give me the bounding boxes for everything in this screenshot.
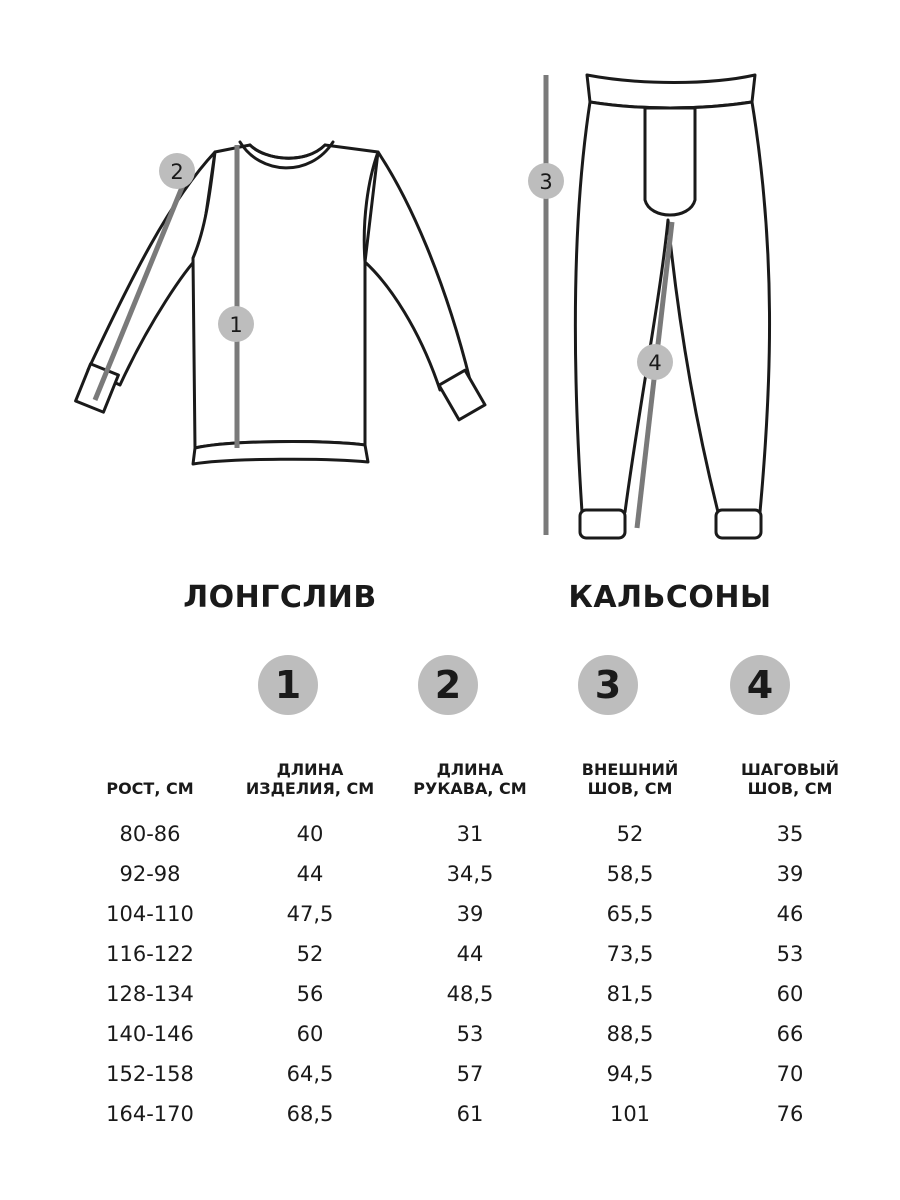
svg-text:3: 3 — [539, 170, 553, 194]
column-badge-1: 1 — [258, 655, 318, 715]
svg-text:1: 1 — [229, 313, 243, 337]
column-badge-3: 3 — [578, 655, 638, 715]
cell-height: 80-86 — [119, 822, 181, 846]
cell-outer-seam: 81,5 — [606, 982, 654, 1006]
cell-sleeve-length: 48,5 — [446, 982, 494, 1006]
marker-2 — [159, 153, 195, 189]
table-row — [70, 894, 870, 934]
cell-sleeve-length: 57 — [456, 1062, 484, 1086]
table-header-row — [70, 760, 870, 814]
cell-garment-length: 40 — [296, 822, 324, 846]
cell-inseam: 46 — [776, 902, 804, 926]
header-sleeve-length: ДЛИНА РУКАВА, СМ — [413, 760, 527, 798]
column-badge-4: 4 — [730, 655, 790, 715]
cell-height: 128-134 — [106, 982, 194, 1006]
size-table — [70, 760, 870, 1134]
table-row — [70, 1094, 870, 1134]
table-row — [70, 934, 870, 974]
header-inseam: ШАГОВЫЙ ШОВ, СМ — [740, 760, 840, 798]
cell-height: 140-146 — [106, 1022, 194, 1046]
cell-outer-seam: 65,5 — [606, 902, 654, 926]
cell-garment-length: 44 — [296, 862, 324, 886]
cell-inseam: 35 — [776, 822, 804, 846]
table-row — [70, 814, 870, 854]
cell-height: 116-122 — [106, 942, 194, 966]
cell-sleeve-length: 31 — [456, 822, 484, 846]
cell-inseam: 60 — [776, 982, 804, 1006]
cell-height: 152-158 — [106, 1062, 194, 1086]
table-body — [70, 814, 870, 1134]
cell-garment-length: 60 — [296, 1022, 324, 1046]
table-row — [70, 854, 870, 894]
section-title-long-johns: КАЛЬСОНЫ — [568, 580, 772, 615]
header-garment-length: ДЛИНА ИЗДЕЛИЯ, СМ — [245, 760, 375, 798]
cell-outer-seam: 58,5 — [606, 862, 654, 886]
cell-sleeve-length: 34,5 — [446, 862, 494, 886]
cell-height: 92-98 — [119, 862, 181, 886]
cell-inseam: 70 — [776, 1062, 804, 1086]
cell-sleeve-length: 44 — [456, 942, 484, 966]
cell-inseam: 53 — [776, 942, 804, 966]
garment-illustration — [0, 0, 900, 560]
cell-sleeve-length: 53 — [456, 1022, 484, 1046]
section-title-longsleeve: ЛОНГСЛИВ — [183, 580, 377, 615]
cell-outer-seam: 52 — [616, 822, 644, 846]
cell-garment-length: 52 — [296, 942, 324, 966]
cell-garment-length: 68,5 — [286, 1102, 334, 1126]
cell-sleeve-length: 39 — [456, 902, 484, 926]
table-row — [70, 1014, 870, 1054]
cell-outer-seam: 73,5 — [606, 942, 654, 966]
cell-inseam: 76 — [776, 1102, 804, 1126]
long-johns-drawing — [546, 75, 770, 538]
table-row — [70, 974, 870, 1014]
cell-garment-length: 64,5 — [286, 1062, 334, 1086]
cell-outer-seam: 94,5 — [606, 1062, 654, 1086]
column-badge-2: 2 — [418, 655, 478, 715]
cell-outer-seam: 88,5 — [606, 1022, 654, 1046]
header-outer-seam: ВНЕШНИЙ ШОВ, СМ — [581, 760, 679, 798]
marker-1 — [218, 306, 254, 342]
cell-garment-length: 47,5 — [286, 902, 334, 926]
cell-inseam: 66 — [776, 1022, 804, 1046]
svg-text:4: 4 — [648, 351, 662, 375]
cell-outer-seam: 101 — [609, 1102, 651, 1126]
cell-height: 104-110 — [106, 902, 194, 926]
cell-height: 164-170 — [106, 1102, 194, 1126]
header-height: РОСТ, СМ — [106, 779, 194, 798]
cell-garment-length: 56 — [296, 982, 324, 1006]
longsleeve-drawing — [76, 142, 485, 464]
marker-3 — [528, 163, 564, 199]
cell-sleeve-length: 61 — [456, 1102, 484, 1126]
table-row — [70, 1054, 870, 1094]
svg-text:2: 2 — [170, 160, 184, 184]
cell-inseam: 39 — [776, 862, 804, 886]
marker-4 — [637, 344, 673, 380]
